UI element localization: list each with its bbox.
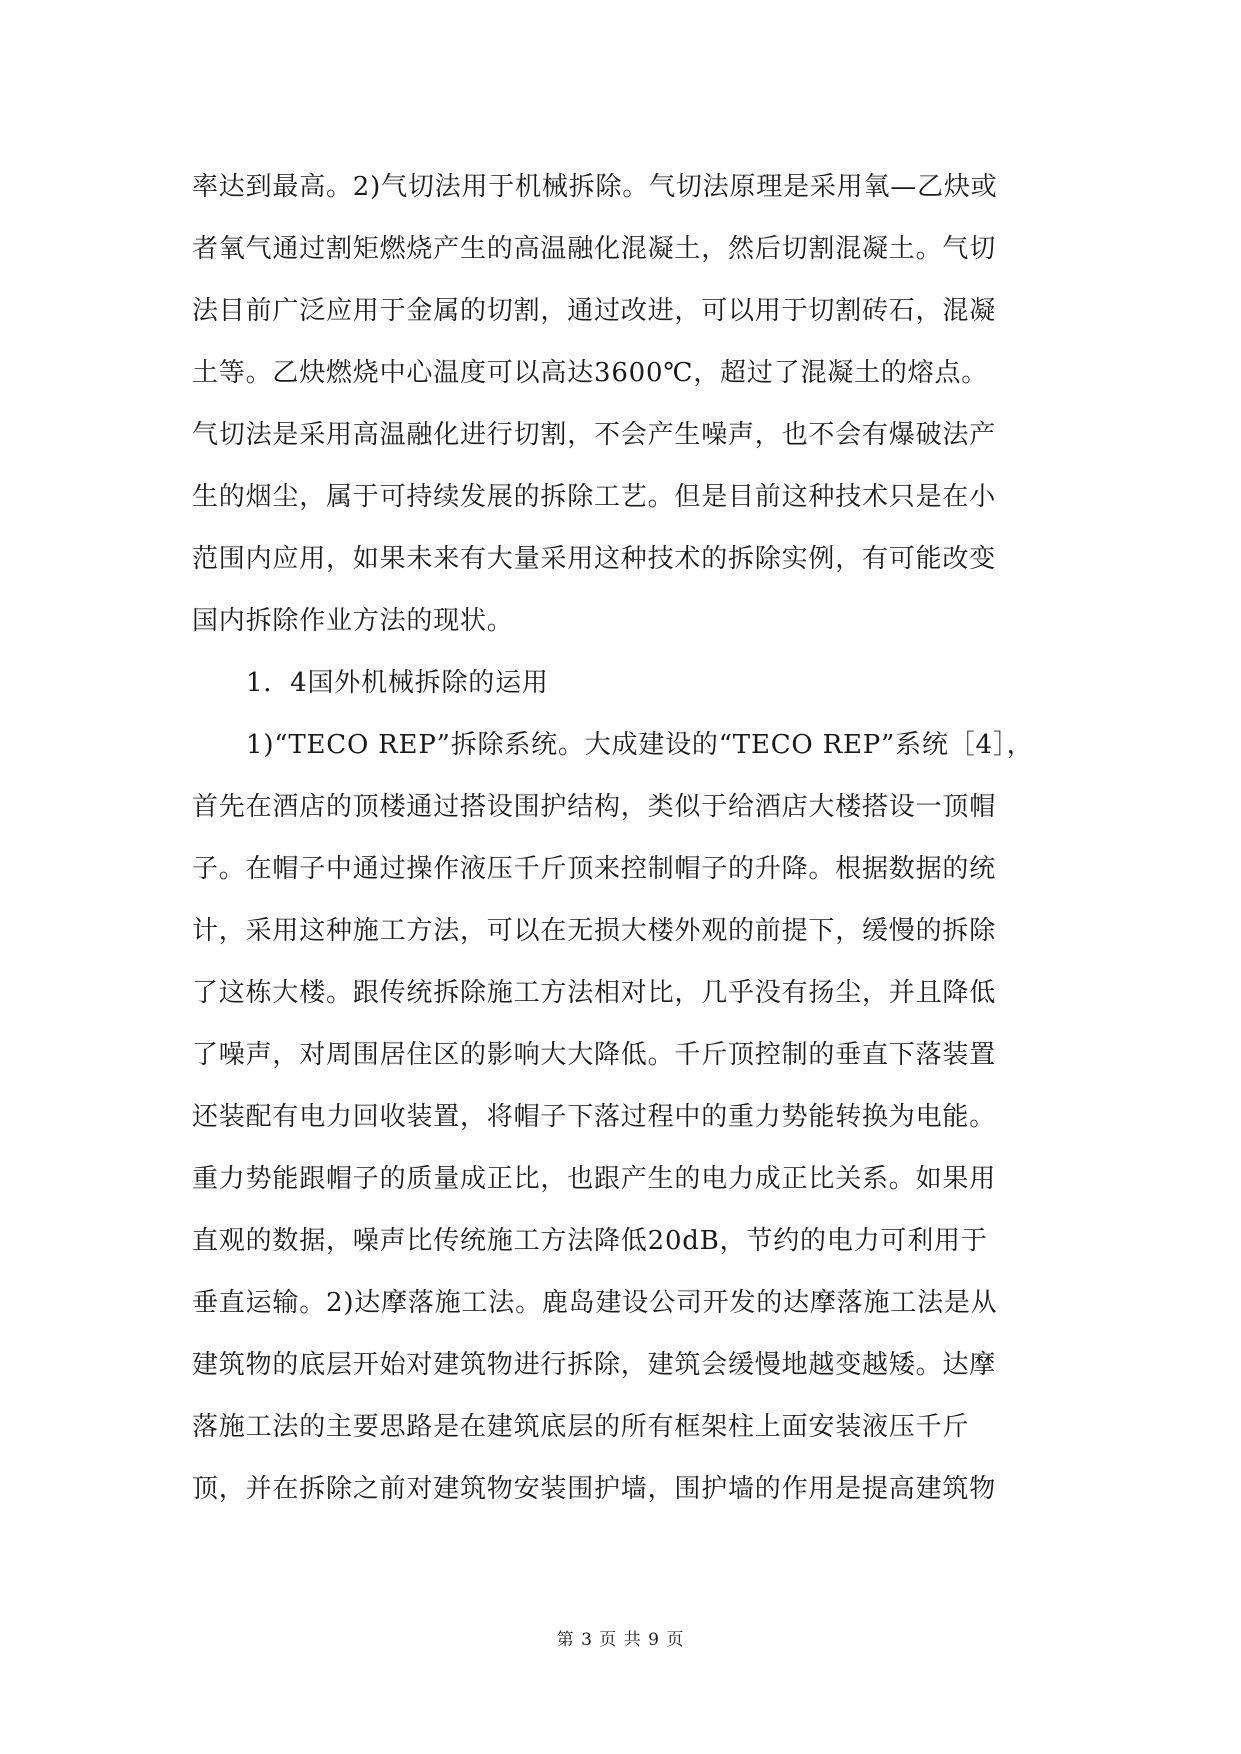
- paragraph-line: 国内拆除作业方法的现状。: [192, 606, 514, 636]
- page-number: 第 3 页 共 9 页: [556, 1630, 685, 1650]
- paragraph-line: 首先在酒店的顶楼通过搭设围护结构，类似于给酒店大楼搭设一顶帽: [192, 792, 997, 822]
- paragraph-line: 子。在帽子中通过操作液压千斤顶来控制帽子的升降。根据数据的统: [192, 854, 997, 884]
- paragraph-line: 计，采用这种施工方法，可以在无损大楼外观的前提下，缓慢的拆除: [192, 916, 997, 946]
- paragraph-line: 范围内应用，如果未来有大量采用这种技术的拆除实例，有可能改变: [192, 544, 997, 574]
- body-text: [192, 156, 1052, 1520]
- paragraph-line: 生的烟尘，属于可持续发展的拆除工艺。但是目前这种技术只是在小: [192, 482, 997, 512]
- paragraph-line: 落施工法的主要思路是在建筑底层的所有框架柱上面安装液压千斤: [192, 1412, 970, 1442]
- paragraph-line: 率达到最高。2)气切法用于机械拆除。气切法原理是采用氧—乙炔或: [192, 172, 998, 202]
- paragraph-line: 垂直运输。2)达摩落施工法。鹿岛建设公司开发的达摩落施工法是从: [192, 1288, 998, 1318]
- paragraph-line: 还装配有电力回收装置，将帽子下落过程中的重力势能转换为电能。: [192, 1102, 997, 1132]
- paragraph-line: 顶，并在拆除之前对建筑物安装围护墙，围护墙的作用是提高建筑物: [192, 1474, 997, 1504]
- paragraph-line: 了这栋大楼。跟传统拆除施工方法相对比，几乎没有扬尘，并且降低: [192, 978, 997, 1008]
- paragraph-line: 了噪声，对周围居住区的影响大大降低。千斤顶控制的垂直下落装置: [192, 1040, 997, 1070]
- paragraph-line: 重力势能跟帽子的质量成正比，也跟产生的电力成正比关系。如果用: [192, 1164, 997, 1194]
- paragraph-line: 直观的数据，噪声比传统施工方法降低20dB，节约的电力可利用于: [192, 1226, 988, 1256]
- paragraph-line: 法目前广泛应用于金属的切割，通过改进，可以用于切割砖石，混凝: [192, 296, 997, 326]
- paragraph-line: 者氧气通过割矩燃烧产生的高温融化混凝土，然后切割混凝土。气切: [192, 234, 997, 264]
- section-heading: 1．4国外机械拆除的运用: [246, 668, 549, 698]
- paragraph-line: 建筑物的底层开始对建筑物进行拆除，建筑会缓慢地越变越矮。达摩: [192, 1350, 997, 1380]
- paragraph-line: 气切法是采用高温融化进行切割，不会产生噪声，也不会有爆破法产: [192, 420, 997, 450]
- paragraph-line: 土等。乙炔燃烧中心温度可以高达3600℃，超过了混凝土的熔点。: [192, 358, 989, 388]
- paragraph-line: 1)“TECO REP”拆除系统。大成建设的“TECO REP”系统［4］，: [246, 730, 1034, 760]
